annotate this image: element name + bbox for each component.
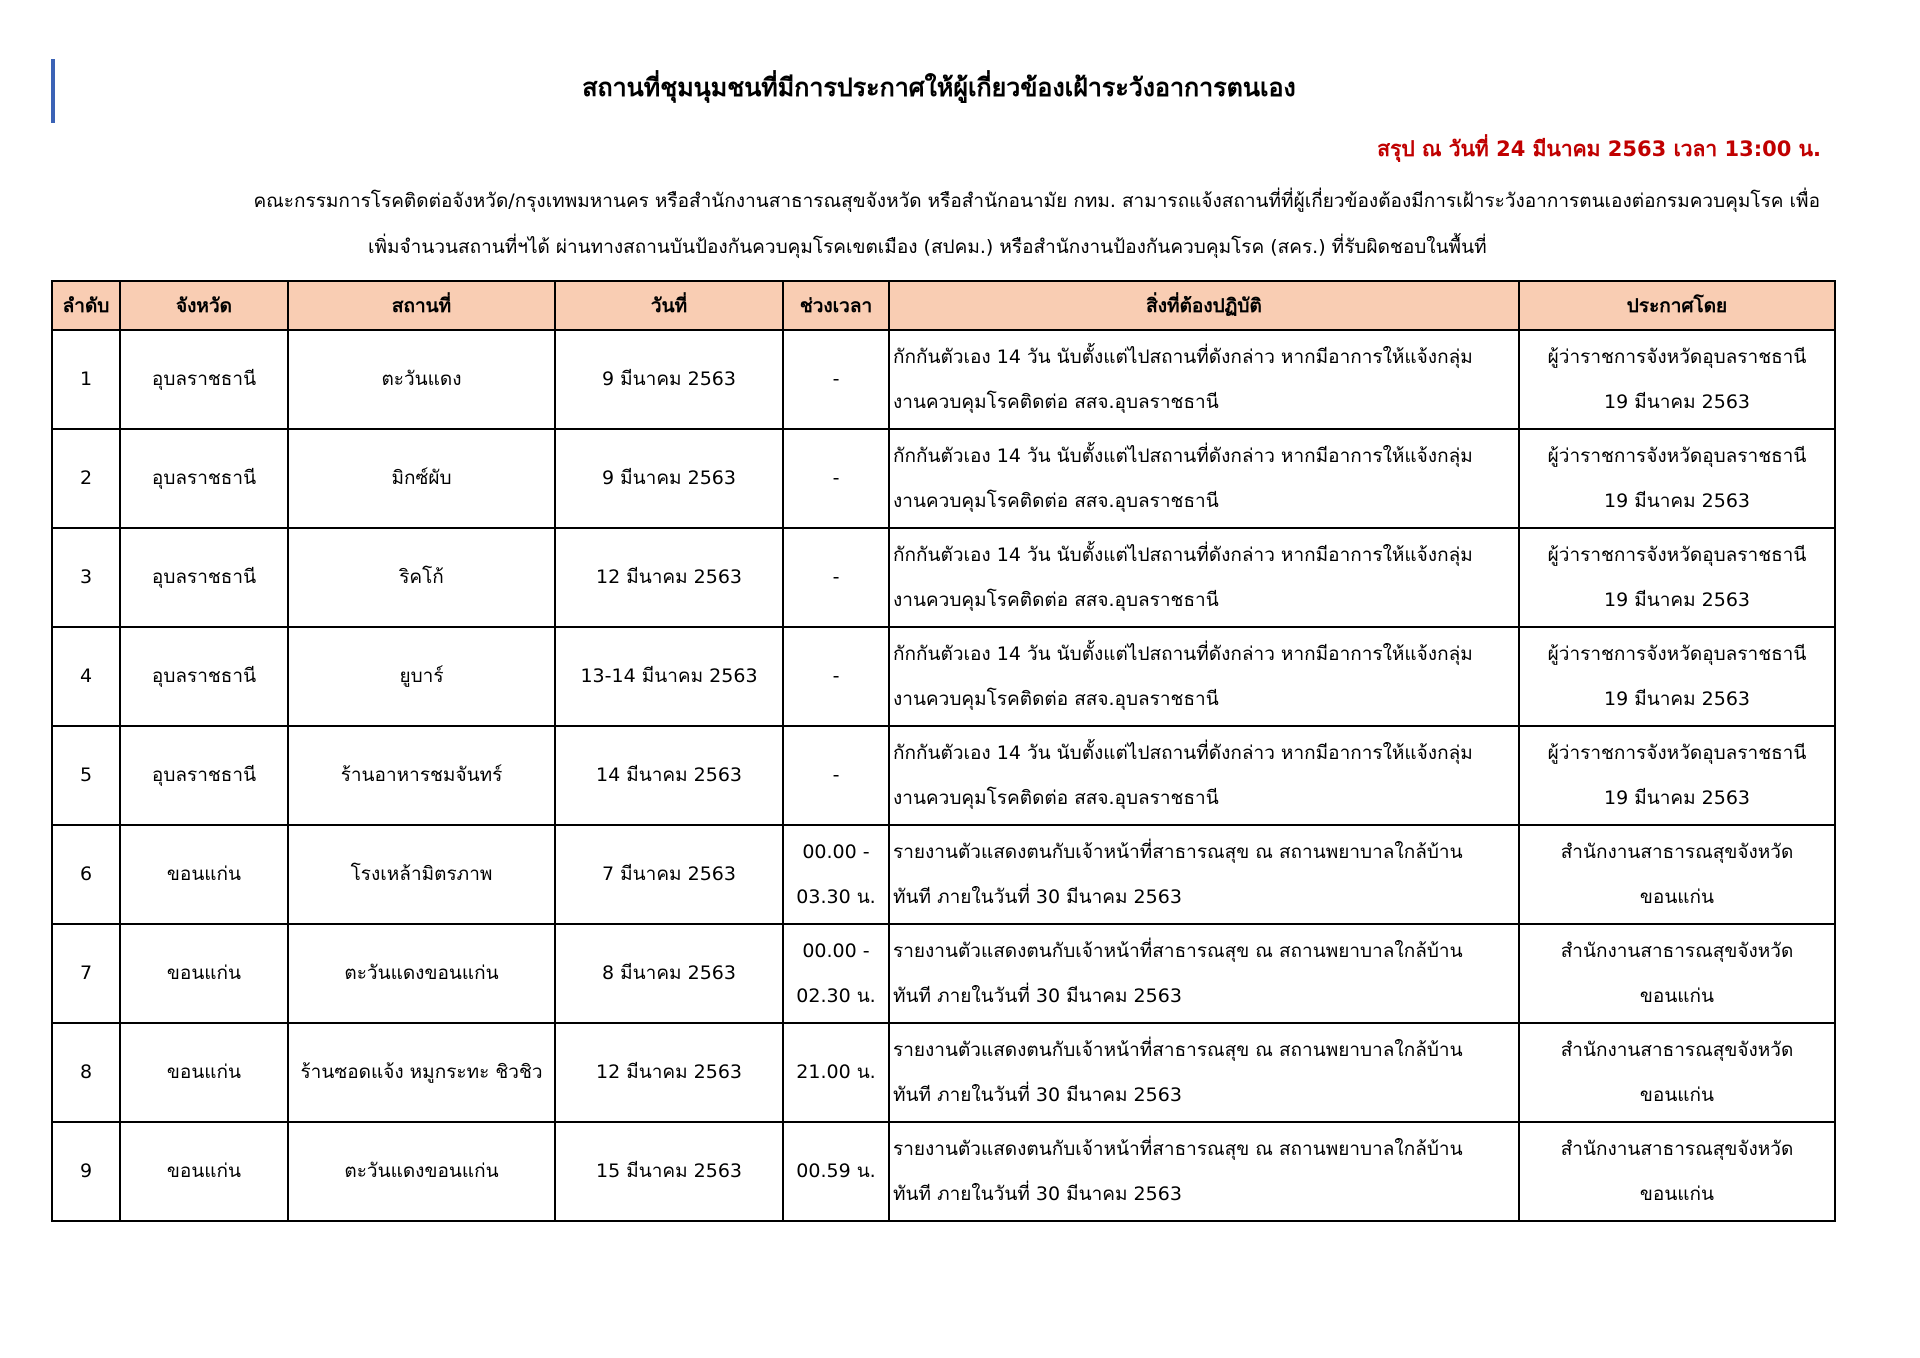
cell-time-line-1: - [832,764,840,786]
cell-action-line-1: กักกันตัวเอง 14 วัน นับตั้งแต่ไปสถานที่ดังกล่าว หากมีอาการให้แจ้งกลุ่ม [893,642,1473,665]
cell-place: ยูบาร์ [288,627,555,726]
header-no: ลำดับ [52,281,120,330]
cell-time-line-1: 00.59 น. [796,1160,876,1182]
cell-province: อุบลราชธานี [120,627,288,726]
cell-date: 13-14 มีนาคม 2563 [555,627,783,726]
header-announced-by: ประกาศโดย [1519,281,1835,330]
cell-time-line-1: 21.00 น. [796,1061,876,1083]
cell-no: 3 [52,528,120,627]
cell-action-line-1: รายงานตัวแสดงตนกับเจ้าหน้าที่สาธารณสุข ณ สถานพยาบาลใกล้บ้าน [893,840,1463,863]
cell-no: 7 [52,924,120,1023]
cell-place: ตะวันแดงขอนแก่น [288,924,555,1023]
cell-announced-line-1: ผู้ว่าราชการจังหวัดอุบลราชธานี [1547,741,1807,764]
cell-province: ขอนแก่น [120,924,288,1023]
cell-date: 15 มีนาคม 2563 [555,1122,783,1221]
cell-time-line-2: 03.30 น. [796,885,876,908]
table-row [52,825,1835,924]
cell-time-line-1: - [832,665,840,687]
cell-announced-line-2: 19 มีนาคม 2563 [1603,786,1751,809]
cell-action-line-1: รายงานตัวแสดงตนกับเจ้าหน้าที่สาธารณสุข ณ สถานพยาบาลใกล้บ้าน [893,1038,1463,1061]
table-row [52,528,1835,627]
cell-announced-by [1519,1122,1835,1221]
cell-action [889,1023,1519,1122]
cell-action-line-1: กักกันตัวเอง 14 วัน นับตั้งแต่ไปสถานที่ดังกล่าว หากมีอาการให้แจ้งกลุ่ม [893,444,1473,467]
cell-time [783,330,889,429]
cell-action [889,924,1519,1023]
cell-time-line-1: - [832,566,840,588]
cell-time-line-1: 00.00 - [802,939,870,962]
table-body [52,330,1835,1221]
table-row [52,1122,1835,1221]
cell-no: 8 [52,1023,120,1122]
cell-announced-by [1519,429,1835,528]
cell-action-line-1: รายงานตัวแสดงตนกับเจ้าหน้าที่สาธารณสุข ณ สถานพยาบาลใกล้บ้าน [893,1137,1463,1160]
cell-action-line-2: งานควบคุมโรคติดต่อ สสจ.อุบลราชธานี [893,588,1219,611]
cell-action [889,726,1519,825]
cell-no: 2 [52,429,120,528]
cell-no: 1 [52,330,120,429]
cell-announced-line-2: 19 มีนาคม 2563 [1603,390,1751,413]
header-time: ช่วงเวลา [783,281,889,330]
cell-no: 5 [52,726,120,825]
cell-action-line-2: งานควบคุมโรคติดต่อ สสจ.อุบลราชธานี [893,687,1219,710]
cell-no: 9 [52,1122,120,1221]
cell-place: ร้านอาหารชมจันทร์ [288,726,555,825]
cell-announced-by [1519,1023,1835,1122]
cell-action [889,429,1519,528]
cell-action-line-2: งานควบคุมโรคติดต่อ สสจ.อุบลราชธานี [893,786,1219,809]
cell-action [889,1122,1519,1221]
cell-action-line-1: รายงานตัวแสดงตนกับเจ้าหน้าที่สาธารณสุข ณ สถานพยาบาลใกล้บ้าน [893,939,1463,962]
document-title: สถานที่ชุมนุมชนที่มีการประกาศให้ผู้เกี่ยวข้องเฝ้าระวังอาการตนเอง [582,73,1296,102]
cell-announced-line-1: สำนักงานสาธารณสุขจังหวัด [1560,1137,1794,1160]
cell-announced-line-2: ขอนแก่น [1639,885,1715,908]
cell-announced-by [1519,627,1835,726]
cell-announced-by [1519,924,1835,1023]
cell-date: 9 มีนาคม 2563 [555,330,783,429]
cell-action [889,825,1519,924]
cell-time [783,924,889,1023]
cell-announced-line-1: ผู้ว่าราชการจังหวัดอุบลราชธานี [1547,642,1807,665]
header-province: จังหวัด [120,281,288,330]
cell-time [783,528,889,627]
cell-action-line-1: กักกันตัวเอง 14 วัน นับตั้งแต่ไปสถานที่ดังกล่าว หากมีอาการให้แจ้งกลุ่ม [893,345,1473,368]
cell-date: 7 มีนาคม 2563 [555,825,783,924]
cell-time [783,627,889,726]
cell-place: ตะวันแดง [288,330,555,429]
cell-announced-line-1: ผู้ว่าราชการจังหวัดอุบลราชธานี [1547,345,1807,368]
table-row [52,1023,1835,1122]
cell-date: 12 มีนาคม 2563 [555,528,783,627]
cell-place: มิกซ์ผับ [288,429,555,528]
header-place: สถานที่ [288,281,555,330]
table-row [52,429,1835,528]
intro-text-line-1: คณะกรรมการโรคติดต่อจังหวัด/กรุงเทพมหานคร หรือสำนักงานสาธารณสุขจังหวัด หรือสำนักอนามัย กทม. สามารถแจ้งสถานที่ที่ผู้เกี่ยวข้องต้องมีการเฝ้าระวังอาการตนเองต่อกรมควบคุมโรค เพื่อ [253,190,1820,212]
cell-action-line-2: ทันที ภายในวันที่ 30 มีนาคม 2563 [893,1182,1182,1205]
cell-place: ร้านซอดแจ้ง หมูกระทะ ชิวชิว [288,1023,555,1122]
cell-announced-by [1519,330,1835,429]
cell-action-line-1: กักกันตัวเอง 14 วัน นับตั้งแต่ไปสถานที่ดังกล่าว หากมีอาการให้แจ้งกลุ่ม [893,543,1473,566]
cell-province: อุบลราชธานี [120,528,288,627]
cell-announced-line-1: สำนักงานสาธารณสุขจังหวัด [1560,939,1794,962]
cell-place: โรงเหล้ามิตรภาพ [288,825,555,924]
cell-province: ขอนแก่น [120,825,288,924]
cell-time [783,429,889,528]
notice-table [51,280,1836,1222]
table-row [52,726,1835,825]
summary-date: สรุป ณ วันที่ 24 มีนาคม 2563 เวลา 13:00 น. [1377,137,1821,161]
cell-time [783,1122,889,1221]
intro-text-line-2: เพิ่มจำนวนสถานที่ฯได้ ผ่านทางสถานบันป้องกันควบคุมโรคเขตเมือง (สปคม.) หรือสำนักงานป้องกันควบคุมโรค (สคร.) ที่รับผิดชอบในพื้นที่ [368,236,1487,258]
cell-province: ขอนแก่น [120,1023,288,1122]
cell-action [889,528,1519,627]
cell-action-line-1: กักกันตัวเอง 14 วัน นับตั้งแต่ไปสถานที่ดังกล่าว หากมีอาการให้แจ้งกลุ่ม [893,741,1473,764]
cell-action-line-2: งานควบคุมโรคติดต่อ สสจ.อุบลราชธานี [893,390,1219,413]
cell-announced-line-2: ขอนแก่น [1639,984,1715,1007]
table-row [52,330,1835,429]
cell-time-line-2: 02.30 น. [796,984,876,1007]
cell-announced-line-1: สำนักงานสาธารณสุขจังหวัด [1560,1038,1794,1061]
cell-place: ริคโก้ [288,528,555,627]
cell-place: ตะวันแดงขอนแก่น [288,1122,555,1221]
cell-time [783,726,889,825]
cell-announced-line-2: 19 มีนาคม 2563 [1603,489,1751,512]
header-action: สิ่งที่ต้องปฏิบัติ [889,281,1519,330]
cell-action [889,330,1519,429]
cell-announced-line-2: ขอนแก่น [1639,1182,1715,1205]
cell-announced-by [1519,726,1835,825]
cell-announced-line-1: สำนักงานสาธารณสุขจังหวัด [1560,840,1794,863]
cell-time [783,825,889,924]
cell-no: 6 [52,825,120,924]
cell-announced-line-1: ผู้ว่าราชการจังหวัดอุบลราชธานี [1547,444,1807,467]
cell-province: อุบลราชธานี [120,726,288,825]
header-date: วันที่ [555,281,783,330]
cell-announced-by [1519,825,1835,924]
cell-time-line-1: 00.00 - [802,840,870,863]
cell-date: 12 มีนาคม 2563 [555,1023,783,1122]
cell-date: 14 มีนาคม 2563 [555,726,783,825]
cell-action-line-2: ทันที ภายในวันที่ 30 มีนาคม 2563 [893,1083,1182,1106]
cell-action [889,627,1519,726]
cell-action-line-2: งานควบคุมโรคติดต่อ สสจ.อุบลราชธานี [893,489,1219,512]
cell-time-line-1: - [832,368,840,390]
table-header-row [52,281,1835,330]
cell-action-line-2: ทันที ภายในวันที่ 30 มีนาคม 2563 [893,984,1182,1007]
cell-province: ขอนแก่น [120,1122,288,1221]
cell-announced-line-2: 19 มีนาคม 2563 [1603,687,1751,710]
cell-announced-line-1: ผู้ว่าราชการจังหวัดอุบลราชธานี [1547,543,1807,566]
cell-announced-line-2: 19 มีนาคม 2563 [1603,588,1751,611]
table-row [52,924,1835,1023]
table-row [52,627,1835,726]
cell-time-line-1: - [832,467,840,489]
cell-no: 4 [52,627,120,726]
cell-province: อุบลราชธานี [120,429,288,528]
cell-action-line-2: ทันที ภายในวันที่ 30 มีนาคม 2563 [893,885,1182,908]
cell-time [783,1023,889,1122]
cell-date: 9 มีนาคม 2563 [555,429,783,528]
cell-announced-by [1519,528,1835,627]
cell-date: 8 มีนาคม 2563 [555,924,783,1023]
cell-province: อุบลราชธานี [120,330,288,429]
cell-announced-line-2: ขอนแก่น [1639,1083,1715,1106]
